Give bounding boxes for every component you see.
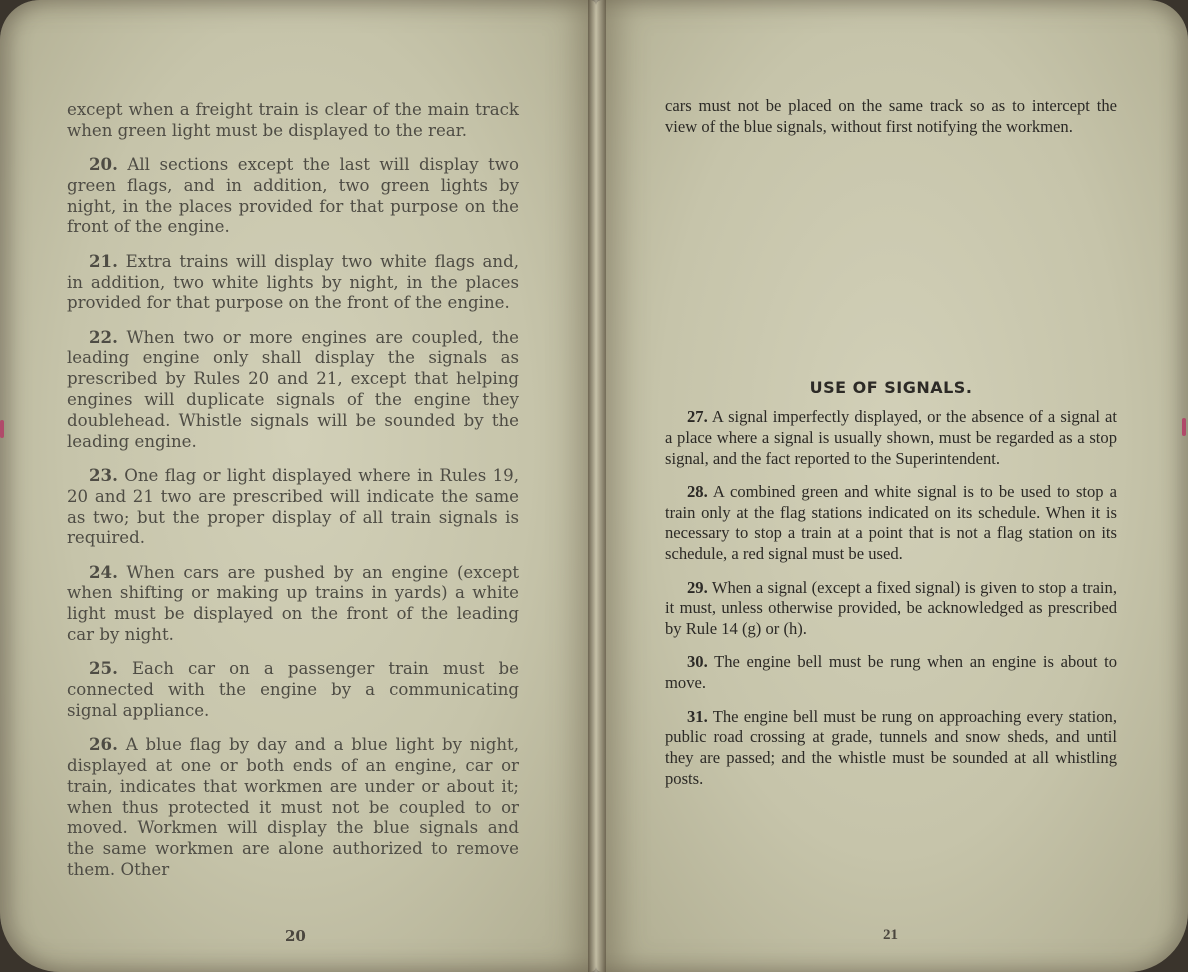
rule-text: except when a freight train is clear of the main track when green light must be displayed to the rear.	[67, 100, 519, 140]
rule-text: A combined green and white signal is to be used to stop a train only at the flag stations indicated on its schedule. When it is necessary to stop a train at a point that is not a flag station on its schedule, a red signal must be used.	[665, 481, 1118, 564]
continuation-paragraph	[665, 96, 1117, 138]
rule-paragraph	[665, 578, 1117, 640]
rule-paragraph	[67, 100, 519, 142]
rule-number: 21.	[89, 250, 118, 271]
right-page-text	[665, 407, 1117, 802]
rule-number: 26.	[89, 734, 118, 755]
rule-text: When cars are pushed by an engine (except when shifting or making up trains in yards) a white light must be displayed on the front of the leading car by night.	[67, 562, 520, 645]
rule-paragraph	[67, 154, 519, 238]
edge-tab-mark	[0, 420, 4, 438]
rule-paragraph	[67, 658, 519, 721]
rule-number: 24.	[89, 561, 118, 582]
rule-text: All sections except the last will display two green flags, and in addition, two green lights by night, in the places provided for that purpose on the front of the engine.	[67, 155, 519, 237]
rule-text: Each car on a passenger train must be connected with the engine by a communicating signal appliance.	[67, 659, 519, 720]
rule-paragraph	[67, 562, 519, 646]
rule-paragraph	[665, 652, 1117, 694]
rule-text: When a signal (except a fixed signal) is given to stop a train, it must, unless otherwise provided, be acknowledged as prescribed by Rule 14 (g) or (h).	[665, 577, 1117, 639]
rule-number: 23.	[89, 464, 118, 485]
rule-paragraph	[67, 734, 519, 881]
rule-paragraph	[665, 482, 1117, 565]
rule-text: A blue flag by day and a blue light by night, displayed at one or both ends of an engine, car or train, indicates that workmen are under or about it; when thus protected it must not be coupled to or moved. Workmen will display the blue signals and the same workmen are alone authorized to remove them. Other	[67, 735, 519, 879]
rule-paragraph	[67, 251, 519, 314]
rule-number: 20.	[89, 154, 118, 175]
rule-paragraph	[67, 327, 519, 453]
rule-text: One flag or light displayed where in Rules 19, 20 and 21 two are prescribed will indicate the same as two; but the proper display of all train signals is required.	[67, 465, 519, 548]
rule-text: cars must not be placed on the same track so as to intercept the view of the blue signals, without first notifying the workmen.	[665, 96, 1117, 136]
rule-number: 27.	[687, 407, 708, 426]
right-page-text-top	[665, 96, 1117, 150]
left-page-text	[67, 100, 519, 893]
section-title: USE OF SIGNALS.	[809, 378, 973, 397]
rule-text: The engine bell must be rung when an engine is about to move.	[665, 652, 1117, 693]
rule-paragraph	[665, 407, 1117, 469]
rule-text: When two or more engines are coupled, the leading engine only shall display the signals as prescribed by Rules 20 and 21, except that helping engines will duplicate signals of the engine they doublehead. Whistle signals will be sounded by the leading engine.	[67, 327, 519, 451]
page-number-left: 20	[285, 927, 306, 945]
rule-number: 30.	[687, 652, 708, 672]
rule-number: 29.	[687, 577, 708, 597]
page-number-right: 21	[883, 927, 898, 943]
rule-text: Extra trains will display two white flags and, in addition, two white lights by night, in the places provided for that purpose on the front of the engine.	[67, 251, 519, 313]
rule-number: 25.	[89, 658, 118, 679]
rule-text: A signal imperfectly displayed, or the absence of a signal at a place where a signal is usually shown, must be regarded as a stop signal, and the fact reported to the Superintendent.	[665, 407, 1118, 468]
rule-number: 31.	[687, 706, 708, 726]
rule-number: 28.	[687, 481, 708, 501]
rule-number: 22.	[89, 326, 118, 347]
rule-paragraph	[67, 465, 519, 549]
book-gutter	[588, 0, 606, 972]
rule-text: The engine bell must be rung on approaching every station, public road crossing at grade, tunnels and snow sheds, and until they are passed; and the whistle must be sounded at all whistling posts.	[665, 706, 1117, 788]
edge-tab-mark	[1182, 418, 1186, 436]
rule-paragraph	[665, 707, 1117, 790]
